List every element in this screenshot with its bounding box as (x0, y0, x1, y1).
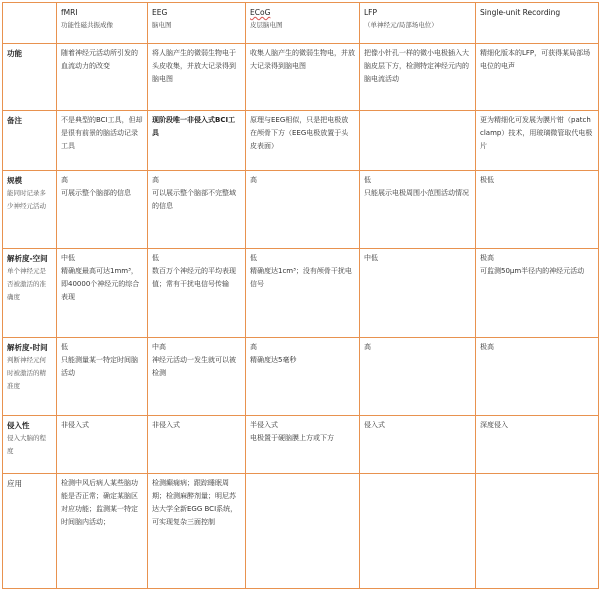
comparison-table (2, 2, 599, 589)
header-subtitle: 脑电图 (152, 21, 172, 29)
header-title: ECoG (250, 8, 271, 17)
table-cell (360, 474, 476, 589)
table-row (3, 416, 599, 474)
table-cell: 中低 (360, 249, 476, 338)
table-cell (360, 111, 476, 171)
row-label (3, 171, 57, 249)
header-title: Single-unit Recording (480, 8, 561, 17)
table-row (3, 474, 599, 589)
table-cell: 不是典型的BCI工具，但却是很有前景的脑活动记录工具 (57, 111, 148, 171)
table-cell: 高 (246, 171, 360, 249)
table-row (3, 111, 599, 171)
header-eeg (148, 3, 246, 44)
table-cell: 极高 (476, 338, 599, 416)
table-cell: 现阶段唯一非侵入式BCI工具 (148, 111, 246, 171)
header-subtitle: （单神经元/局部场电位） (364, 21, 438, 29)
row-label (3, 416, 57, 474)
row-label (3, 111, 57, 171)
table-cell: 非侵入式 (148, 416, 246, 474)
row-label (3, 249, 57, 338)
table-row (3, 44, 599, 111)
table-cell: 低 只能展示电极周围小范围活动情况 (360, 171, 476, 249)
row-label-subtitle: 能同时记录多少神经元活动 (7, 189, 46, 210)
table-cell: 深度侵入 (476, 416, 599, 474)
table-cell: 高 可展示整个脑部的信息 (57, 171, 148, 249)
table-cell: 随着神经元活动所引发的血流动力的改变 (57, 44, 148, 111)
header-lfp (360, 3, 476, 44)
row-label-subtitle: 单个神经元是否被激活的准确度 (7, 267, 46, 301)
table-cell: 非侵入式 (57, 416, 148, 474)
header-subtitle: 功能性磁共振成像 (61, 21, 113, 29)
row-label (3, 474, 57, 589)
header-title: fMRI (61, 8, 78, 17)
row-label (3, 44, 57, 111)
table-cell: 高 可以展示整个脑部不完整域的信息 (148, 171, 246, 249)
table-cell: 中低 精确度最高可达1mm³，即40000个神经元的综合表现 (57, 249, 148, 338)
row-label-title: 解析度-时间 (7, 343, 48, 352)
table-cell (246, 474, 360, 589)
table-cell: 检测癫痫病；跟踪睡眠周期；检测麻醉剂量；明尼苏达大学全新EGG BCI系统，可实现复杂三面控制 (148, 474, 246, 589)
row-label-title: 解析度-空间 (7, 254, 48, 263)
header-title: LFP (364, 8, 378, 17)
table-cell: 检测中风后病人某些脑功能是否正常；确定某脑区对应功能；监测某一特定时间脑内活动； (57, 474, 148, 589)
table-cell: 高 (360, 338, 476, 416)
header-single-unit (476, 3, 599, 44)
table-cell: 高 精确度达5毫秒 (246, 338, 360, 416)
table-row (3, 249, 599, 338)
table-cell: 半侵入式 电极置于硬脑膜上方或下方 (246, 416, 360, 474)
row-label (3, 338, 57, 416)
header-fmri (57, 3, 148, 44)
row-label-title: 备注 (7, 116, 22, 125)
row-label-title: 功能 (7, 49, 22, 58)
table-cell: 将人脑产生的微弱生物电于头皮收集，并放大记录得到脑电图 (148, 44, 246, 111)
header-row (3, 3, 599, 44)
header-corner (3, 3, 57, 44)
table-row (3, 171, 599, 249)
table-cell: 极低 (476, 171, 599, 249)
table-cell: 低 数百万个神经元的平均表现值；常有干扰电信号传输 (148, 249, 246, 338)
table-cell: 更为精细化可发展为膜片钳（patch clamp）技术，用玻璃微管取代电极片 (476, 111, 599, 171)
table-cell: 侵入式 (360, 416, 476, 474)
header-subtitle: 皮层脑电图 (250, 21, 283, 29)
table-cell: 收集人脑产生的微弱生物电，并放大记录得到脑电图 (246, 44, 360, 111)
table-cell (476, 474, 599, 589)
table-cell: 低 精确度达1cm³；没有颅骨干扰电信号 (246, 249, 360, 338)
row-label-title: 规模 (7, 176, 22, 185)
row-label-title: 侵入性 (7, 421, 30, 430)
table-cell: 极高 可监测50μm半径内的神经元活动 (476, 249, 599, 338)
row-label-subtitle: 侵入大脑的程度 (7, 434, 46, 455)
table-cell: 把像小针孔一样的微小电极插入大脑皮层下方，检测特定神经元内的脑电流活动 (360, 44, 476, 111)
table-cell: 低 只能测量某一特定时间脑活动 (57, 338, 148, 416)
table-row (3, 338, 599, 416)
table-cell: 原理与EEG相似，只是把电极放在颅骨下方（EEG电极放置于头皮表面） (246, 111, 360, 171)
header-title: EEG (152, 8, 168, 17)
row-label-title: 应用 (7, 479, 22, 488)
table-cell: 精细化版本的LFP，可获得某局部场电位的电声 (476, 44, 599, 111)
header-ecog (246, 3, 360, 44)
row-label-subtitle: 判断神经元何时被激活的精准度 (7, 356, 46, 390)
table-cell: 中高 神经元活动一发生就可以被检测 (148, 338, 246, 416)
